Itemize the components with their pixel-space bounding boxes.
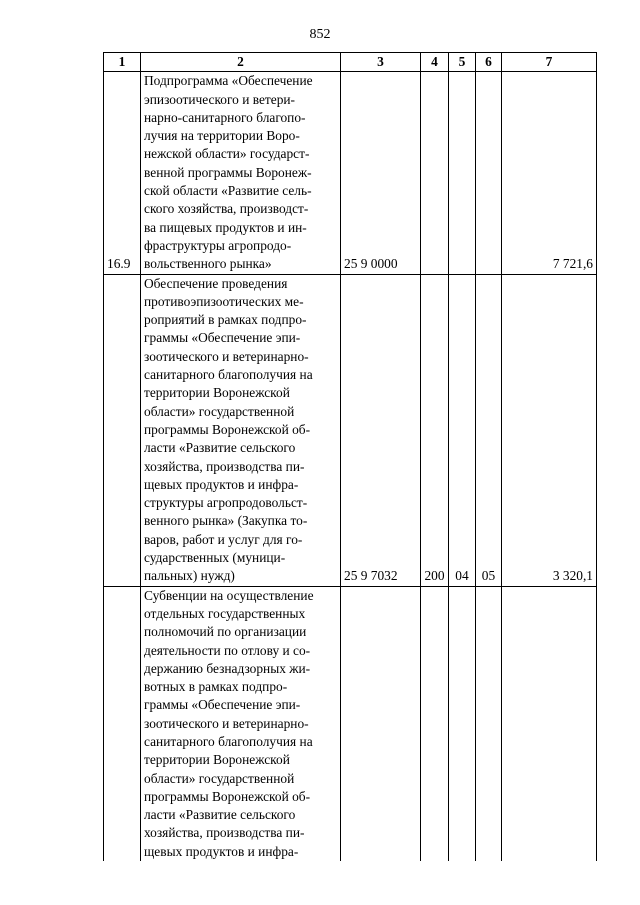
- description-line: лучия на территории Воро-: [144, 128, 300, 144]
- subsection-code: [476, 586, 502, 861]
- row-description: [141, 72, 341, 274]
- section-code: 04: [449, 274, 476, 586]
- description-line: зоотического и ветеринарно-: [144, 348, 309, 364]
- description-line: щевых продуктов и инфра-: [144, 476, 299, 492]
- description-line: пальных) нужд): [144, 568, 235, 584]
- table-row: [104, 586, 597, 861]
- description-line: деятельности по отлову и со-: [144, 642, 311, 658]
- expense-type-code: [421, 586, 449, 861]
- description-line: санитарного благополучия на: [144, 367, 313, 383]
- description-line: граммы «Обеспечение эпи-: [144, 697, 301, 713]
- table-body: [104, 72, 597, 861]
- description-line: эпизоотического и ветери-: [144, 91, 296, 107]
- section-code: [449, 586, 476, 861]
- description-line: территории Воронежской: [144, 385, 290, 401]
- description-line: ласти «Развитие сельского: [144, 807, 296, 823]
- description-line: полномочий по организации: [144, 624, 307, 640]
- description-line: роприятий в рамках подпро-: [144, 312, 307, 328]
- description-line: нежской области» государст-: [144, 146, 310, 162]
- description-line: программы Воронежской об-: [144, 788, 311, 804]
- description-line: области» государственной: [144, 403, 295, 419]
- description-line: сударственных (муници-: [144, 550, 286, 566]
- amount-value: 3 320,1: [502, 274, 597, 586]
- description-line: венной программы Воронеж-: [144, 164, 312, 180]
- description-line: вотных в рамках подпро-: [144, 679, 288, 695]
- subsection-code: [476, 72, 502, 274]
- description-line: структуры агропродовольст-: [144, 495, 308, 511]
- row-number: [104, 586, 141, 861]
- description-line: нарно-санитарного благопо-: [144, 109, 306, 125]
- description-line: Субвенции на осуществление: [144, 587, 314, 603]
- description-line: венного рынка» (Закупка то-: [144, 513, 308, 529]
- description-line: держанию безнадзорных жи-: [144, 660, 311, 676]
- description-line: ской области «Развитие сель-: [144, 183, 312, 199]
- column-header: 4: [421, 53, 449, 72]
- budget-code: [341, 586, 421, 861]
- description-line: фраструктуры агропродо-: [144, 237, 292, 253]
- description-line: варов, работ и услуг для го-: [144, 531, 303, 547]
- row-description: [141, 274, 341, 586]
- budget-code: 25 9 7032: [341, 274, 421, 586]
- row-number: [104, 274, 141, 586]
- description-line: хозяйства, производства пи-: [144, 825, 305, 841]
- column-header: 6: [476, 53, 502, 72]
- description-line: области» государственной: [144, 770, 295, 786]
- description-line: Обеспечение проведения: [144, 275, 288, 291]
- description-line: хозяйства, производства пи-: [144, 458, 305, 474]
- budget-table: [103, 52, 597, 861]
- section-code: [449, 72, 476, 274]
- description-line: ласти «Развитие сельского: [144, 440, 296, 456]
- description-line: щевых продуктов и инфра-: [144, 843, 299, 859]
- column-header: 3: [341, 53, 421, 72]
- description-line: Подпрограмма «Обеспечение: [144, 73, 313, 89]
- description-line: отдельных государственных: [144, 605, 306, 621]
- description-line: ского хозяйства, производст-: [144, 201, 309, 217]
- column-header: 1: [104, 53, 141, 72]
- budget-code: 25 9 0000: [341, 72, 421, 274]
- expense-type-code: 200: [421, 274, 449, 586]
- description-line: противоэпизоотических ме-: [144, 293, 304, 309]
- description-line: граммы «Обеспечение эпи-: [144, 330, 301, 346]
- expense-type-code: [421, 72, 449, 274]
- table-header: [104, 53, 597, 72]
- column-header: 7: [502, 53, 597, 72]
- page-number: 852: [309, 27, 331, 42]
- subsection-code: 05: [476, 274, 502, 586]
- description-line: программы Воронежской об-: [144, 421, 311, 437]
- description-line: территории Воронежской: [144, 752, 290, 768]
- table-row: [104, 72, 597, 274]
- amount-value: 7 721,6: [502, 72, 597, 274]
- description-line: зоотического и ветеринарно-: [144, 715, 309, 731]
- row-number: 16.9: [104, 72, 141, 274]
- description-line: ва пищевых продуктов и ин-: [144, 219, 307, 235]
- table-row: [104, 274, 597, 586]
- amount-value: [502, 586, 597, 861]
- column-header: 2: [141, 53, 341, 72]
- description-line: санитарного благополучия на: [144, 733, 313, 749]
- header-row: [104, 53, 597, 72]
- row-description: [141, 586, 341, 861]
- description-line: вольственного рынка»: [144, 256, 272, 272]
- column-header: 5: [449, 53, 476, 72]
